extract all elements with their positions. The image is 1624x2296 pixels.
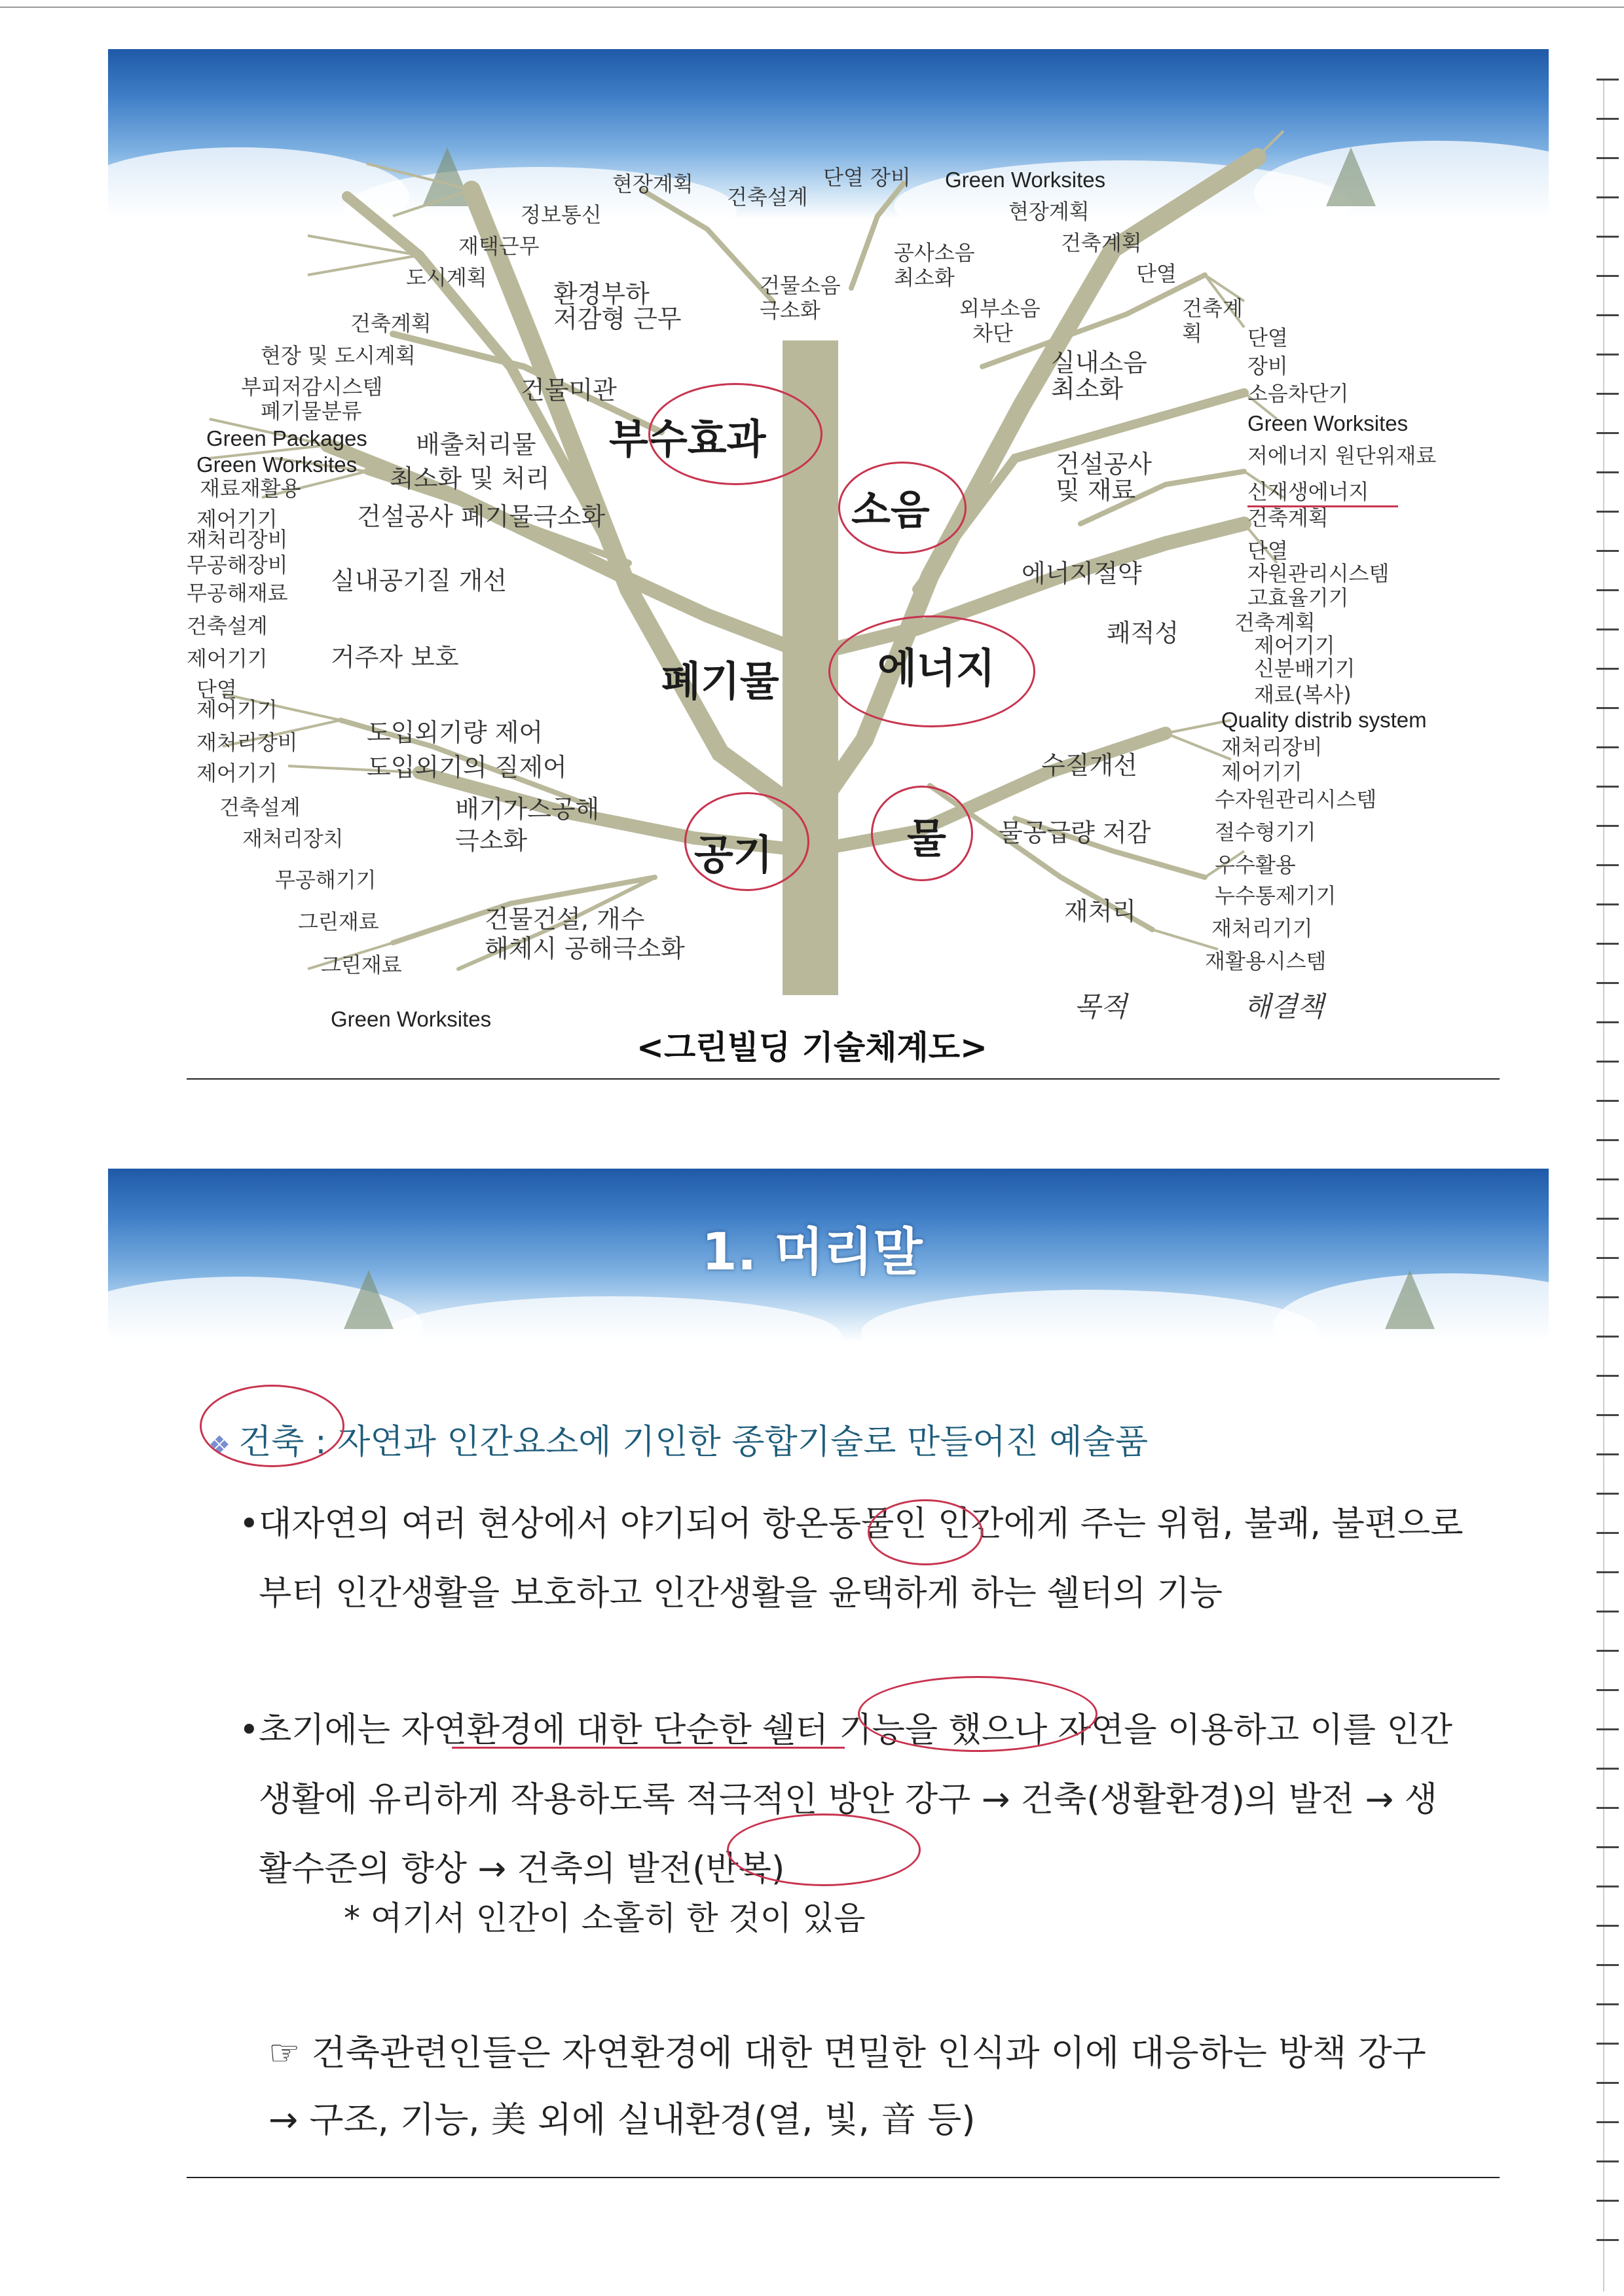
bullet-dot: • [239,1504,259,1544]
ruler-tick [1596,1336,1619,1338]
label-left-mid: 도입외기량 제어 [367,718,544,747]
ruler-tick [1596,1846,1619,1848]
label-left-mid: 건설공사 폐기물극소화 [357,502,606,531]
label-right: 재처리장비 [1221,735,1323,759]
pen-circle [871,786,973,881]
label-right: 단열 [1247,538,1288,563]
label-top: 극소화 [760,298,821,323]
label-left-mid: 배기가스공해 [455,795,600,824]
label-left-mid: 도입외기의 질제어 [367,753,567,782]
label-left: 폐기물분류 [261,399,362,424]
ruler-tick [1596,1925,1619,1927]
label-right: 제어기기 [1254,633,1335,658]
pen-underline [452,1747,845,1749]
label-left: 무공해재료 [187,581,288,606]
label-right: 절수형기기 [1215,820,1316,845]
label-right-mid: 수질개선 [1041,751,1137,780]
ruler-tick [1596,1886,1619,1887]
label-left: Green Worksites [331,1007,492,1031]
bullet-paragraph [239,1489,1464,1628]
label-left: 그린재료 [321,953,402,977]
label-right: 소음차단기 [1247,381,1349,406]
label-left: 부피저감시스템 [241,374,383,399]
label-left: 제어기기 [187,646,268,671]
ruler-tick [1596,2003,1619,2005]
label-left: 현장계획 [612,172,693,196]
pen-circle [200,1385,344,1467]
label-top: 단열 [1136,261,1177,286]
label-right: 저에너지 원단위재료 [1247,443,1437,468]
label-left-mid: 환경부하 [553,280,650,308]
note-line: * 여기서 인간이 소홀히 한 것이 있음 [344,1899,866,1937]
label-left: 정보통신 [521,202,602,227]
ruler-tick [1596,2043,1619,2045]
category-waste: 폐기물 [661,657,779,705]
label-left: Green Worksites [196,452,358,477]
label-left: 무공해기기 [275,867,377,892]
category-air: 공기 [694,831,773,879]
label-right: 누수통제기기 [1215,883,1337,908]
label-left: 그린재료 [298,909,379,934]
label-left: 단열 [196,677,237,702]
ruler-tick [1596,1453,1619,1455]
label-right: 신분배기기 [1254,656,1356,681]
pen-circle [727,1813,921,1886]
ruler-tick [1596,1178,1619,1180]
label-top: 외부소음 [959,296,1041,321]
ruler-tick [1596,1611,1619,1613]
label-left: 제어기기 [196,507,278,532]
label-left: 무공해장비 [187,553,288,577]
label-right: 단열 [1247,325,1288,350]
ruler-tick [1596,1689,1619,1691]
label-top: 건축설계 [727,185,808,210]
legend-purpose: 목적 [1074,991,1128,1023]
bullet-text: 초기에는 자연환경에 대한 단순한 쉘터 기능을 했으나 자연을 이용하고 이를 인간생활에 유리하게 작용하도록 적극적인 방안 강구 → 건축(생활환경)의 발전 → 생활수준의 향상 → 건축의 발전(반복) [259,1711,1452,1889]
pen-circle [684,792,809,891]
label-left: 현장 및 도시계획 [261,343,416,368]
label-right: 고효율기기 [1247,585,1349,610]
label-right: 재료(복사) [1254,682,1352,707]
ruler-tick [1596,2082,1619,2084]
pen-circle [868,1499,983,1565]
label-right: 장비 [1247,354,1288,378]
category-noise: 소음 [851,486,930,534]
label-left: 건축계획 [350,311,432,336]
pen-circle [838,462,967,554]
label-right-mid: 물공급량 저감 [999,818,1151,847]
label-top: Green Worksites [945,168,1106,192]
ruler-tick [1596,1414,1619,1416]
label-top: 건물소음 [760,273,841,298]
label-right: 제어기기 [1221,759,1302,784]
label-left: 재처리장비 [196,730,298,755]
ruler-tick [1596,1375,1619,1377]
label-left-mid: 배출처리물 [416,430,536,459]
ruler-tick [1596,1650,1619,1652]
label-left-mid: 실내공기질 개선 [331,566,507,595]
label-left-mid: 해체시 공해극소화 [485,934,685,963]
label-top: 건축계획 [1061,230,1142,255]
legend-solution: 해결책 [1244,991,1324,1023]
label-right: 재활용시스템 [1205,949,1327,974]
label-top: 공사소음 [894,240,975,265]
label-right-mid: 및 재료 [1056,476,1136,505]
label-left: 제어기기 [196,697,278,722]
label-right-mid: 에너지절약 [1022,559,1142,588]
label-right: 우수활용 [1215,852,1296,877]
ruler-tick [1596,2200,1619,2202]
definition-term: 건축 [238,1423,304,1462]
label-left: 제어기기 [196,761,278,786]
label-top: 단열 장비 [823,165,911,190]
bullet-dot: • [239,1711,259,1750]
label-left: Green Packages [206,426,367,450]
label-right: 신재생에너지 [1247,479,1369,504]
label-right-mid: 쾌적성 [1107,619,1179,647]
ruler-tick [1596,2160,1619,2162]
pen-circle [828,615,1035,727]
label-top: 차단 [972,321,1013,346]
pen-circle [858,1676,1098,1752]
ruler-tick [1596,1296,1619,1298]
label-top: 건축계 [1182,296,1243,321]
label-left: 재료재활용 [200,476,301,501]
label-right-mid: 최소화 [1051,374,1124,403]
label-left: 건축설계 [219,795,301,820]
label-left: 건축설계 [187,613,268,638]
label-right-mid: 실내소음 [1051,348,1147,377]
label-right-mid: 건설공사 [1056,450,1152,479]
ruler-tick [1596,1768,1619,1770]
ruler-tick [1596,2239,1619,2241]
label-right-mid: 재처리 [1064,897,1137,926]
ruler-tick [1596,1807,1619,1809]
label-right: 건축계획 [1234,610,1316,635]
ruler-tick [1596,1493,1619,1495]
pointer-paragraph: ☞ 건축관련인들은 자연환경에 대한 면밀한 인식과 이에 대응하는 방책 강구 → 구조, 기능, 美 외에 실내환경(열, 빛, 音 등) [268,2032,1426,2140]
label-left: 재처리장치 [242,826,344,851]
label-left-mid: 최소화 및 처리 [390,464,550,493]
label-left: 재처리장비 [187,527,288,552]
label-left: 재택근무 [458,234,540,259]
ruler-tick [1596,1571,1619,1573]
label-left-mid: 건물건설, 개수 [485,905,645,934]
label-right: Quality distrib system [1221,708,1427,732]
label-top: 현장계획 [1008,199,1090,224]
label-left: 도시계획 [406,265,487,290]
ruler-tick [1596,1532,1619,1534]
label-left-mid: 건물미관 [521,376,617,405]
section-title: 1. 머리말 [701,1223,923,1282]
divider [187,1078,1500,1080]
label-top: 획 [1182,321,1202,346]
label-right: 수자원관리시스템 [1215,787,1377,812]
pen-circle [648,383,822,485]
definition-text: : 자연과 인간요소에 기인한 종합기술로 만들어진 예술품 [315,1423,1149,1462]
label-right: 자원관리시스템 [1247,561,1390,586]
divider [187,2177,1500,2178]
ruler-tick [1596,1728,1619,1730]
ruler-tick [1596,2121,1619,2123]
definition-line [208,1414,1148,1463]
slide-tech-tree [0,0,1624,1113]
category-water: 물 [907,814,946,862]
label-left-mid: 저감형 근무 [553,304,682,333]
diamond-bullet-icon: ❖ [208,1430,231,1459]
ruler-tick [1596,1139,1619,1141]
bullet-text: 대자연의 여러 현상에서 야기되어 항온동물인 인간에게 주는 위험, 불쾌, 불편으로부터 인간생활을 보호하고 인간생활을 윤택하게 하는 쉘터의 기능 [259,1504,1464,1613]
label-left-mid: 거주자 보호 [331,643,459,672]
label-left-mid: 극소화 [455,826,528,855]
label-top: 최소화 [894,265,955,290]
pen-underline [1247,505,1398,507]
label-right: 재처리기기 [1211,916,1313,941]
label-right: 건축계획 [1247,505,1329,530]
category-secondary-effect: 부수효과 [609,415,766,463]
category-energy: 에너지 [877,644,995,692]
label-right: Green Worksites [1247,411,1409,435]
diagram-caption: <그린빌딩 기술체계도> [637,1029,987,1066]
ruler-tick [1596,1964,1619,1966]
